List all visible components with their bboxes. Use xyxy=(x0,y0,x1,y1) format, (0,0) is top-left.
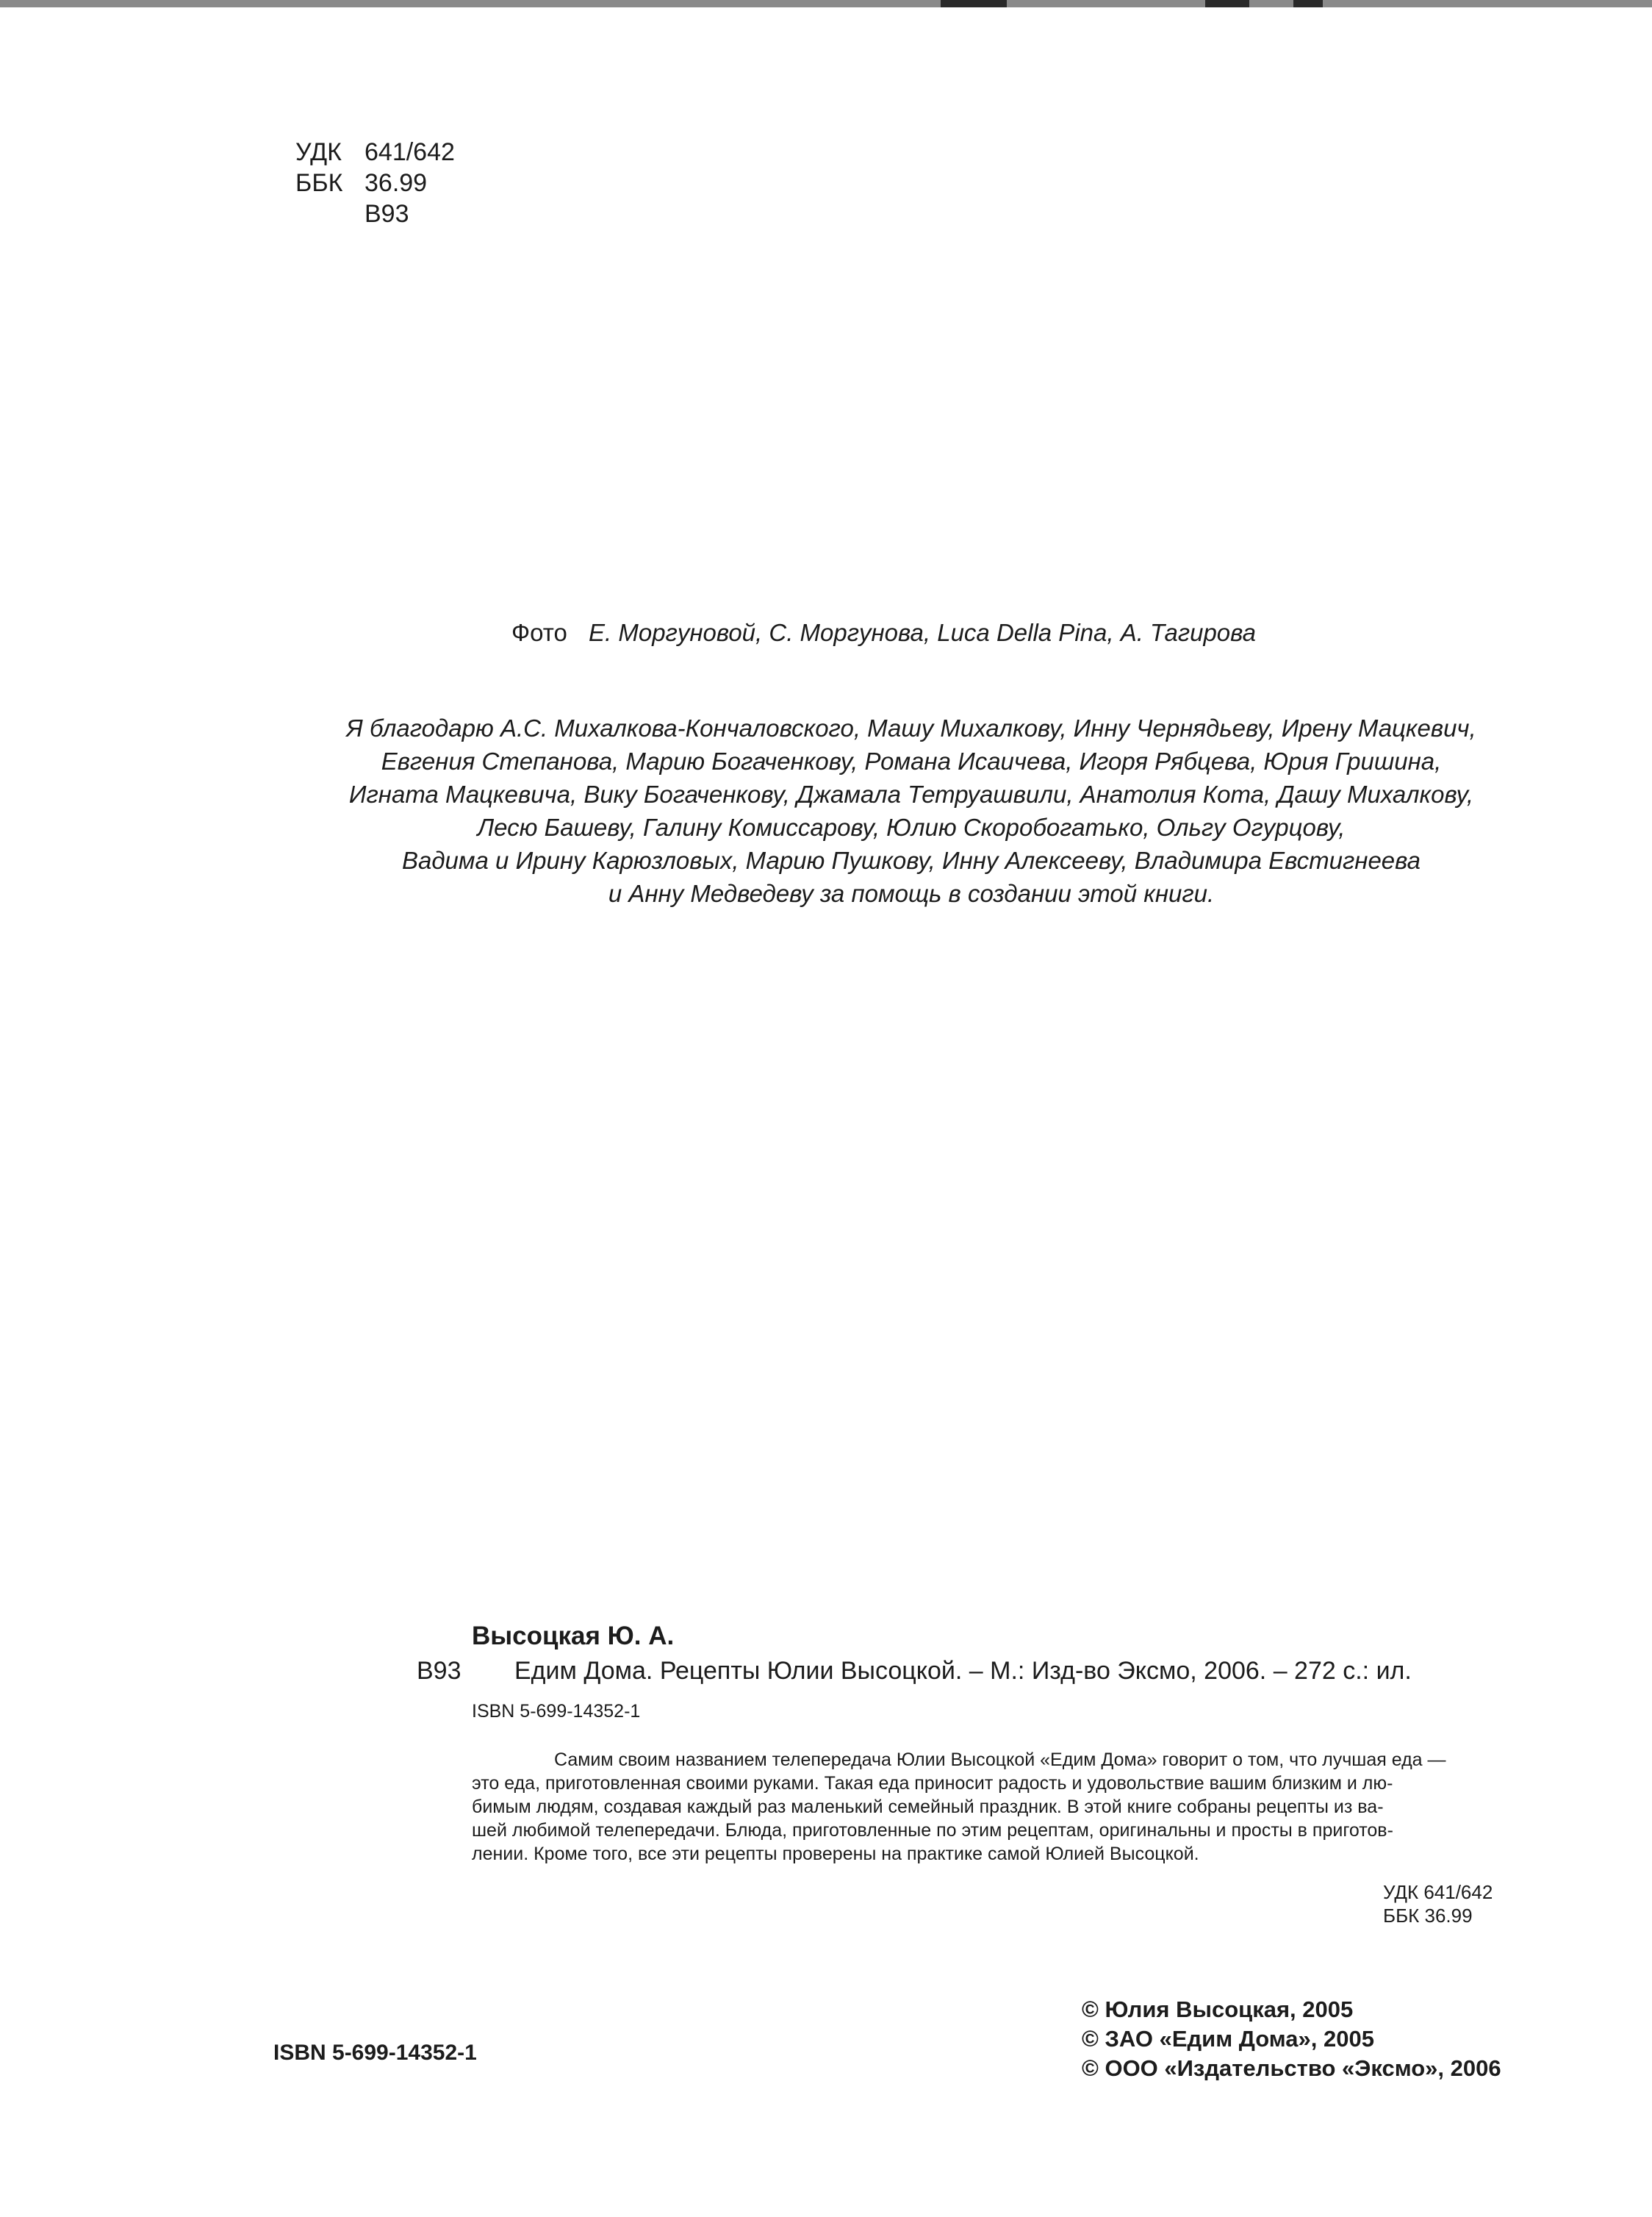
catalog-bibliographic-entry: Едим Дома. Рецепты Юлии Высоцкой. – М.: Изд-во Эксмо, 2006. – 272 с.: ил. xyxy=(514,1657,1412,1685)
copyright-line: © Юлия Высоцкая, 2005 xyxy=(1082,1996,1354,2022)
catalog-isbn: ISBN 5-699-14352-1 xyxy=(472,1701,641,1722)
annotation-line: шей любимой телепередачи. Блюда, приготовленные по этим рецептам, оригинальны и просты в приготов- xyxy=(472,1820,1393,1841)
catalog-annotation xyxy=(472,1748,1486,1866)
scan-edge-mark xyxy=(1205,0,1249,7)
classification-key: УДК xyxy=(295,138,342,166)
acknowledgement-line: Евгения Степанова, Марию Богаченкову, Романа Исаичева, Игоря Рябцева, Юрия Гришина, xyxy=(381,748,1442,775)
scan-edge-mark xyxy=(941,0,1007,7)
acknowledgement-line: Игната Мацкевича, Вику Богаченкову, Джамала Тетруашвили, Анатолия Кота, Дашу Михалкову, xyxy=(348,781,1474,808)
acknowledgement-line: и Анну Медведеву за помощь в создании этой книги. xyxy=(608,880,1215,907)
photo-credit-label: Фото xyxy=(511,619,567,646)
acknowledgement-line: Я благодарю А.С. Михалкова-Кончаловского, Машу Михалкову, Инну Чернядьеву, Ирену Мацкевич, xyxy=(346,714,1476,742)
acknowledgement-line: Вадима и Ирину Карюзловых, Марию Пушкову, Инну Алексееву, Владимира Евстигнеева xyxy=(401,847,1421,874)
classification-key xyxy=(295,198,364,229)
isbn-footer: ISBN 5-699-14352-1 xyxy=(273,2041,477,2065)
photo-credit-names: Е. Моргуновой, С. Моргунова, Luca Della Pina, А. Тагирова xyxy=(589,619,1257,646)
classification-row xyxy=(295,198,455,229)
catalog-index: В93 xyxy=(417,1657,462,1685)
annotation-line: бимым людям, создавая каждый раз маленький семейный праздник. В этой книге собраны рецепты из ва- xyxy=(472,1797,1384,1817)
classification-key: ББК xyxy=(295,169,343,197)
copyright-block xyxy=(1082,1995,1501,2083)
annotation-line: это еда, приготовленная своими руками. Такая еда приносит радость и удовольствие вашим близким и лю- xyxy=(472,1773,1393,1794)
classification-value: 641/642 xyxy=(364,138,455,166)
catalog-author: Высоцкая Ю. А. xyxy=(472,1622,675,1650)
classification-value: В93 xyxy=(364,200,409,228)
photo-credit xyxy=(511,619,1256,647)
copyright-line: © ООО «Издательство «Эксмо», 2006 xyxy=(1082,2055,1501,2081)
scan-top-edge xyxy=(0,0,1652,7)
classification-row xyxy=(295,168,455,198)
annotation-line: Самим своим названием телепередача Юлии Высоцкой «Едим Дома» говорит о том, что лучшая еда — xyxy=(554,1749,1446,1770)
classification-value: 36.99 xyxy=(364,169,428,197)
annotation-line: лении. Кроме того, все эти рецепты проверены на практике самой Юлией Высоцкой. xyxy=(472,1844,1199,1864)
catalog-class-line: УДК 641/642 xyxy=(1383,1881,1493,1903)
copyright-line: © ЗАО «Едим Дома», 2005 xyxy=(1082,2026,1374,2052)
acknowledgements xyxy=(279,712,1543,910)
scan-edge-mark xyxy=(1293,0,1323,7)
classification-row xyxy=(295,137,455,168)
classification-block xyxy=(295,137,455,229)
catalog-classification xyxy=(1383,1880,1493,1927)
catalog-class-line: ББК 36.99 xyxy=(1383,1905,1473,1927)
acknowledgement-line: Лесю Башеву, Галину Комиссарову, Юлию Скоробогатько, Ольгу Огурцову, xyxy=(477,814,1346,841)
